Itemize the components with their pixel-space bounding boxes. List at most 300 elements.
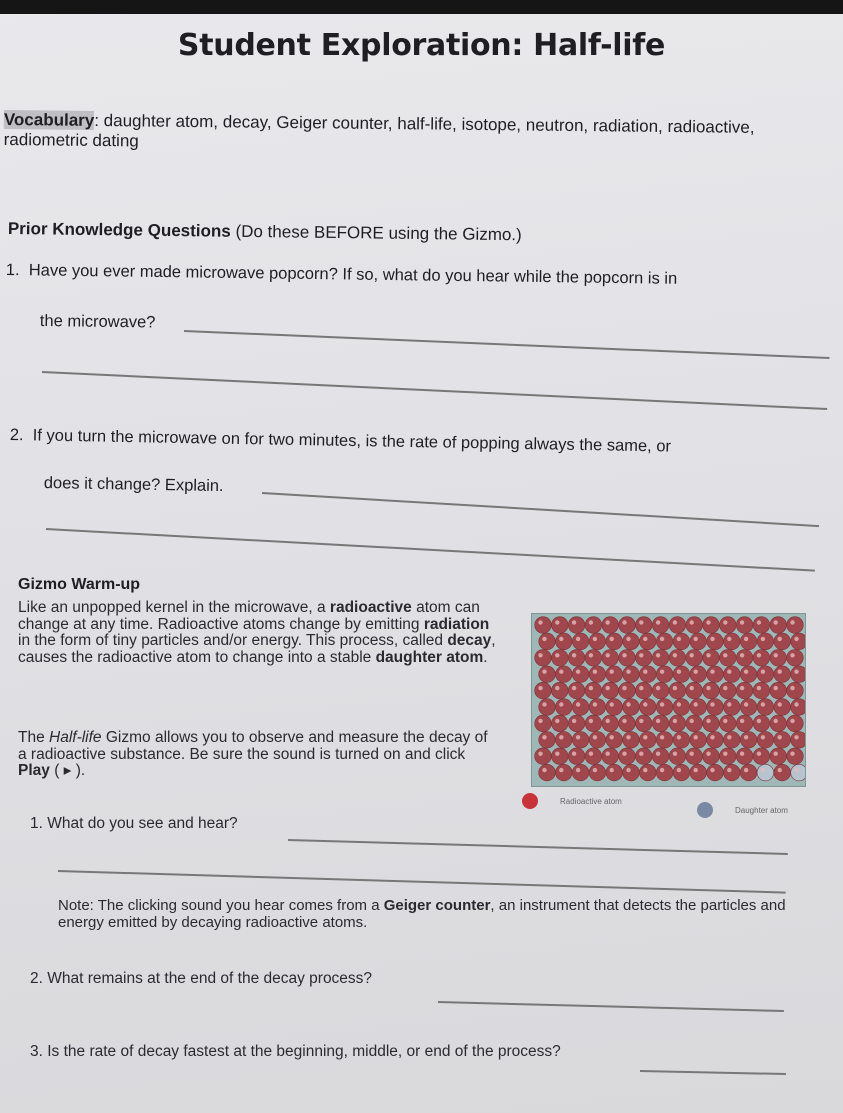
radioactive-atom — [770, 715, 787, 732]
radioactive-atom — [669, 617, 686, 634]
radioactive-atom — [686, 617, 703, 634]
warmup-p2-run: Half-life — [49, 729, 102, 746]
radioactive-atom — [652, 650, 669, 667]
radioactive-atom — [774, 732, 791, 749]
note-run: Geiger counter — [383, 897, 491, 914]
atom-highlight — [639, 752, 643, 756]
warmup-q1: 1. What do you see and hear? — [30, 815, 238, 832]
atom-highlight — [656, 620, 660, 624]
radioactive-atom — [572, 666, 589, 683]
atom-highlight — [757, 686, 761, 690]
atom-highlight — [589, 653, 593, 657]
radioactive-atom — [703, 682, 720, 699]
atom-highlight — [626, 637, 630, 641]
prior-heading-text: Prior Knowledge Questions — [7, 219, 231, 241]
atom-highlight — [694, 768, 698, 772]
answer-line[interactable] — [184, 330, 829, 359]
radioactive-atom — [720, 617, 737, 634]
atom-highlight — [757, 719, 761, 723]
radioactive-atom — [572, 732, 589, 749]
radioactive-legend-icon — [522, 793, 538, 809]
atom-highlight — [559, 670, 563, 674]
warmup-p1-run: daughter atom — [375, 648, 484, 666]
atom-highlight — [673, 752, 677, 756]
warmup-p1-run: radioactive — [329, 599, 412, 616]
radioactive-atom — [690, 666, 707, 683]
radioactive-atom — [539, 732, 556, 749]
atom-highlight — [744, 637, 748, 641]
radioactive-atom — [757, 666, 774, 683]
atom-highlight — [660, 670, 664, 674]
atom-highlight — [761, 702, 765, 706]
atom-highlight — [610, 768, 614, 772]
radioactive-atom — [606, 633, 623, 650]
atom-highlight — [610, 702, 614, 706]
page-title: Student Exploration: Half-life — [177, 28, 666, 63]
radioactive-atom — [787, 617, 804, 634]
radioactive-atom — [720, 748, 737, 765]
radioactive-atom — [770, 748, 787, 765]
atom-highlight — [690, 620, 694, 624]
radioactive-atom — [774, 633, 791, 650]
atom-highlight — [761, 670, 765, 674]
atom-highlight — [538, 653, 542, 657]
radioactive-atom — [753, 682, 770, 699]
atom-highlight — [572, 686, 576, 690]
radioactive-atom — [606, 732, 623, 749]
radioactive-atom — [585, 748, 602, 765]
radioactive-atom — [535, 682, 552, 699]
atom-highlight — [706, 752, 710, 756]
answer-line[interactable] — [46, 528, 815, 571]
radioactive-atom — [707, 732, 724, 749]
warmup-heading: Gizmo Warm-up — [18, 576, 141, 593]
radioactive-atom — [669, 748, 686, 765]
atom-highlight — [690, 752, 694, 756]
atom-highlight — [622, 686, 626, 690]
atom-highlight — [694, 670, 698, 674]
atom-highlight — [761, 735, 765, 739]
radioactive-atom — [720, 682, 737, 699]
warmup-p2-run: Play — [18, 762, 50, 779]
atom-highlight — [757, 752, 761, 756]
radioactive-atom — [552, 682, 569, 699]
radioactive-atom — [640, 666, 657, 683]
radioactive-atom — [572, 699, 589, 716]
daughter-legend-label: Daughter atom — [735, 806, 788, 815]
atom-highlight — [660, 735, 664, 739]
radioactive-atom — [619, 617, 636, 634]
vocabulary-terms: : daughter atom, decay, Geiger counter, half-life, isotope, neutron, radiation, radioactive, radiometric dating — [3, 110, 755, 151]
radioactive-atom — [606, 699, 623, 716]
atom-highlight — [710, 735, 714, 739]
atom-highlight — [593, 637, 597, 641]
radioactive-atom — [568, 682, 585, 699]
atom-highlight — [690, 653, 694, 657]
atom-highlight — [794, 702, 798, 706]
atom-highlight — [606, 719, 610, 723]
atom-highlight — [727, 735, 731, 739]
radioactive-atom — [791, 732, 805, 749]
radioactive-atom — [740, 732, 757, 749]
radioactive-atom — [623, 666, 640, 683]
radioactive-atom — [552, 650, 569, 667]
atom-highlight — [790, 686, 794, 690]
radioactive-atom — [757, 732, 774, 749]
radioactive-atom — [619, 715, 636, 732]
radioactive-atom — [690, 764, 707, 781]
radioactive-atom — [589, 666, 606, 683]
atom-highlight — [710, 702, 714, 706]
atom-highlight — [660, 637, 664, 641]
radioactive-atom — [585, 715, 602, 732]
atom-highlight — [710, 670, 714, 674]
atom-highlight — [710, 637, 714, 641]
warmup-p1-run: atom can change at any time. Radioactive atoms change by emitting — [18, 599, 480, 633]
atom-highlight — [790, 752, 794, 756]
answer-line[interactable] — [262, 492, 819, 527]
radioactive-atom — [623, 732, 640, 749]
radioactive-atom — [686, 682, 703, 699]
atom-highlight — [706, 653, 710, 657]
radioactive-atom — [774, 666, 791, 683]
atom-highlight — [622, 719, 626, 723]
atom-highlight — [555, 620, 559, 624]
radioactive-atom — [791, 633, 805, 650]
radioactive-atom — [753, 715, 770, 732]
atom-highlight — [673, 653, 677, 657]
radioactive-atom — [589, 699, 606, 716]
radioactive-atom — [552, 715, 569, 732]
radioactive-atom — [753, 748, 770, 765]
atom-highlight — [559, 768, 563, 772]
atom-highlight — [774, 719, 778, 723]
radioactive-atom — [724, 699, 741, 716]
radioactive-atom — [535, 748, 552, 765]
answer-line[interactable] — [58, 870, 786, 893]
atom-highlight — [744, 670, 748, 674]
radioactive-atom — [787, 748, 804, 765]
radioactive-atom — [606, 764, 623, 781]
radioactive-atom — [736, 650, 753, 667]
warmup-q3: 3. Is the rate of decay fastest at the beginning, middle, or end of the process? — [30, 1043, 561, 1060]
atom-highlight — [694, 735, 698, 739]
radioactive-atom — [690, 732, 707, 749]
atom-highlight — [677, 735, 681, 739]
atom-highlight — [673, 620, 677, 624]
atom-highlight — [576, 637, 580, 641]
atom-highlight — [542, 702, 546, 706]
atom-highlight — [778, 768, 782, 772]
radioactive-atom — [707, 764, 724, 781]
radioactive-atom — [673, 764, 690, 781]
top-border — [0, 0, 843, 14]
atom-highlight — [660, 702, 664, 706]
radioactive-atom — [753, 617, 770, 634]
radioactive-atom — [572, 764, 589, 781]
radioactive-atom — [770, 617, 787, 634]
radioactive-atom — [619, 748, 636, 765]
radioactive-atom — [556, 732, 573, 749]
answer-line[interactable] — [42, 371, 827, 410]
answer-line[interactable] — [288, 839, 788, 854]
atom-highlight — [673, 719, 677, 723]
prior-q1-cont: the microwave? — [39, 311, 156, 332]
radioactive-atom — [707, 699, 724, 716]
atom-highlight — [593, 735, 597, 739]
radioactive-atom — [552, 748, 569, 765]
atom-highlight — [559, 702, 563, 706]
radioactive-legend-label: Radioactive atom — [560, 797, 622, 806]
radioactive-atom — [656, 666, 673, 683]
radioactive-atom — [703, 650, 720, 667]
atom-highlight — [593, 670, 597, 674]
radioactive-atom — [740, 633, 757, 650]
atom-highlight — [572, 752, 576, 756]
atom-highlight — [626, 702, 630, 706]
atom-highlight — [774, 686, 778, 690]
radioactive-atom — [568, 650, 585, 667]
atom-highlight — [673, 686, 677, 690]
radioactive-atom — [652, 715, 669, 732]
atom-highlight — [639, 620, 643, 624]
atom-highlight — [626, 768, 630, 772]
atom-highlight — [593, 768, 597, 772]
atom-highlight — [778, 735, 782, 739]
warmup-p1-run: , causes the radioactive atom to change into a stable — [18, 632, 496, 666]
radioactive-atom — [673, 699, 690, 716]
radioactive-atom — [669, 650, 686, 667]
atom-highlight — [794, 637, 798, 641]
geiger-note — [58, 897, 798, 931]
radioactive-atom — [703, 748, 720, 765]
radioactive-atom — [636, 650, 653, 667]
radioactive-atom — [539, 764, 556, 781]
atom-highlight — [794, 670, 798, 674]
prior-heading-note: (Do these BEFORE using the Gizmo.) — [230, 221, 522, 245]
radioactive-atom — [602, 682, 619, 699]
atom-highlight — [555, 752, 559, 756]
atom-highlight — [677, 768, 681, 772]
radioactive-atom — [589, 764, 606, 781]
atom-highlight — [643, 735, 647, 739]
radioactive-atom — [556, 633, 573, 650]
prior-q2-cont: does it change? Explain. — [43, 473, 224, 496]
radioactive-atom — [787, 715, 804, 732]
atom-highlight — [610, 637, 614, 641]
radioactive-atom — [669, 715, 686, 732]
atom-highlight — [538, 686, 542, 690]
radioactive-atom — [623, 633, 640, 650]
atom-highlight — [740, 719, 744, 723]
radioactive-atom — [623, 699, 640, 716]
radioactive-atom — [636, 682, 653, 699]
warmup-p1-run: in the form of tiny particles and/or energy. This process, called — [18, 632, 448, 649]
atom-highlight — [606, 620, 610, 624]
warmup-p1-run: . — [483, 648, 488, 666]
atom-highlight — [744, 768, 748, 772]
radioactive-atom — [585, 682, 602, 699]
atom-highlight — [656, 719, 660, 723]
answer-line[interactable] — [640, 1070, 786, 1075]
radioactive-atom — [652, 748, 669, 765]
radioactive-atom — [585, 617, 602, 634]
radioactive-atom — [686, 748, 703, 765]
radioactive-atom — [770, 650, 787, 667]
radioactive-atom — [740, 764, 757, 781]
radioactive-atom — [623, 764, 640, 781]
atom-grid — [532, 614, 805, 786]
atom-highlight — [757, 620, 761, 624]
atom-highlight — [706, 620, 710, 624]
radioactive-atom — [656, 732, 673, 749]
radioactive-atom — [787, 682, 804, 699]
radioactive-atom — [606, 666, 623, 683]
radioactive-atom — [724, 666, 741, 683]
radioactive-atom — [673, 666, 690, 683]
atom-highlight — [559, 735, 563, 739]
radioactive-atom — [568, 715, 585, 732]
warmup-p2-run: Gizmo allows you to observe and measure the decay of a radioactive substance. Be sure the sound is turned on and click — [18, 729, 488, 763]
prior-q1 — [6, 260, 678, 289]
radioactive-atom — [556, 699, 573, 716]
radioactive-atom — [774, 764, 791, 781]
atom-highlight — [593, 702, 597, 706]
half-life-simulation[interactable] — [531, 613, 806, 787]
atom-highlight — [790, 620, 794, 624]
radioactive-atom — [690, 633, 707, 650]
radioactive-atom — [740, 699, 757, 716]
atom-highlight — [740, 653, 744, 657]
radioactive-atom — [757, 699, 774, 716]
prior-q1-number: 1. — [5, 260, 20, 280]
atom-highlight — [643, 768, 647, 772]
radioactive-atom — [552, 617, 569, 634]
atom-highlight — [559, 637, 563, 641]
atom-highlight — [626, 670, 630, 674]
radioactive-atom — [539, 633, 556, 650]
prior-q2-number: 2. — [9, 425, 24, 445]
atom-highlight — [723, 752, 727, 756]
note-run: Note: The clicking sound you hear comes from a — [58, 897, 384, 914]
radioactive-atom — [686, 715, 703, 732]
atom-highlight — [538, 752, 542, 756]
atom-highlight — [542, 735, 546, 739]
atom-highlight — [690, 686, 694, 690]
atom-highlight — [555, 719, 559, 723]
vocabulary-label: Vocabulary — [3, 110, 95, 130]
prior-q2-line1: If you turn the microwave on for two minutes, is the rate of popping always the same, or — [32, 426, 672, 456]
radioactive-atom — [652, 682, 669, 699]
radioactive-atom — [736, 682, 753, 699]
radioactive-atom — [707, 633, 724, 650]
radioactive-atom — [535, 650, 552, 667]
atom-highlight — [576, 670, 580, 674]
atom-highlight — [794, 768, 798, 772]
atom-highlight — [774, 653, 778, 657]
radioactive-atom — [703, 715, 720, 732]
radioactive-atom — [724, 764, 741, 781]
atom-highlight — [555, 686, 559, 690]
radioactive-atom — [724, 732, 741, 749]
atom-highlight — [677, 670, 681, 674]
atom-highlight — [790, 653, 794, 657]
atom-highlight — [656, 686, 660, 690]
atom-highlight — [727, 768, 731, 772]
warmup-p2-run: The — [18, 729, 50, 746]
radioactive-atom — [636, 617, 653, 634]
radioactive-atom — [602, 617, 619, 634]
radioactive-atom — [589, 633, 606, 650]
radioactive-atom — [736, 748, 753, 765]
warmup-p1-run: Like an unpopped kernel in the microwave, a — [18, 599, 330, 616]
atom-highlight — [643, 702, 647, 706]
atom-highlight — [761, 768, 765, 772]
atom-highlight — [744, 735, 748, 739]
atom-highlight — [740, 752, 744, 756]
radioactive-atom — [673, 732, 690, 749]
radioactive-atom — [720, 715, 737, 732]
daughter-atom — [757, 764, 774, 781]
radioactive-atom — [589, 732, 606, 749]
atom-highlight — [589, 686, 593, 690]
atom-highlight — [723, 719, 727, 723]
atom-highlight — [643, 637, 647, 641]
atom-highlight — [639, 719, 643, 723]
atom-highlight — [774, 620, 778, 624]
daughter-atom — [791, 764, 805, 781]
atom-highlight — [710, 768, 714, 772]
atom-highlight — [790, 719, 794, 723]
atom-highlight — [555, 653, 559, 657]
radioactive-atom — [640, 633, 657, 650]
radioactive-atom — [539, 666, 556, 683]
atom-highlight — [639, 653, 643, 657]
atom-highlight — [727, 670, 731, 674]
atom-highlight — [606, 653, 610, 657]
radioactive-atom — [602, 715, 619, 732]
atom-highlight — [606, 752, 610, 756]
radioactive-atom — [774, 699, 791, 716]
warmup-p2-run: ( ▸ ). — [49, 762, 86, 779]
answer-line[interactable] — [438, 1001, 784, 1012]
atom-highlight — [538, 620, 542, 624]
atom-highlight — [626, 735, 630, 739]
atom-highlight — [622, 653, 626, 657]
radioactive-atom — [703, 617, 720, 634]
atom-highlight — [576, 702, 580, 706]
atom-highlight — [727, 637, 731, 641]
atom-highlight — [589, 752, 593, 756]
radioactive-atom — [656, 633, 673, 650]
radioactive-atom — [568, 748, 585, 765]
atom-highlight — [572, 719, 576, 723]
radioactive-atom — [656, 699, 673, 716]
atom-highlight — [740, 686, 744, 690]
radioactive-atom — [686, 650, 703, 667]
radioactive-atom — [619, 682, 636, 699]
atom-highlight — [622, 752, 626, 756]
atom-highlight — [690, 719, 694, 723]
prior-knowledge-heading — [8, 219, 522, 245]
atom-highlight — [542, 768, 546, 772]
prior-q1-line1: Have you ever made microwave popcorn? If so, what do you hear while the popcorn is in — [28, 261, 678, 288]
atom-highlight — [723, 620, 727, 624]
radioactive-atom — [707, 666, 724, 683]
atom-highlight — [677, 702, 681, 706]
warmup-paragraph-2 — [18, 730, 498, 780]
radioactive-atom — [791, 699, 805, 716]
